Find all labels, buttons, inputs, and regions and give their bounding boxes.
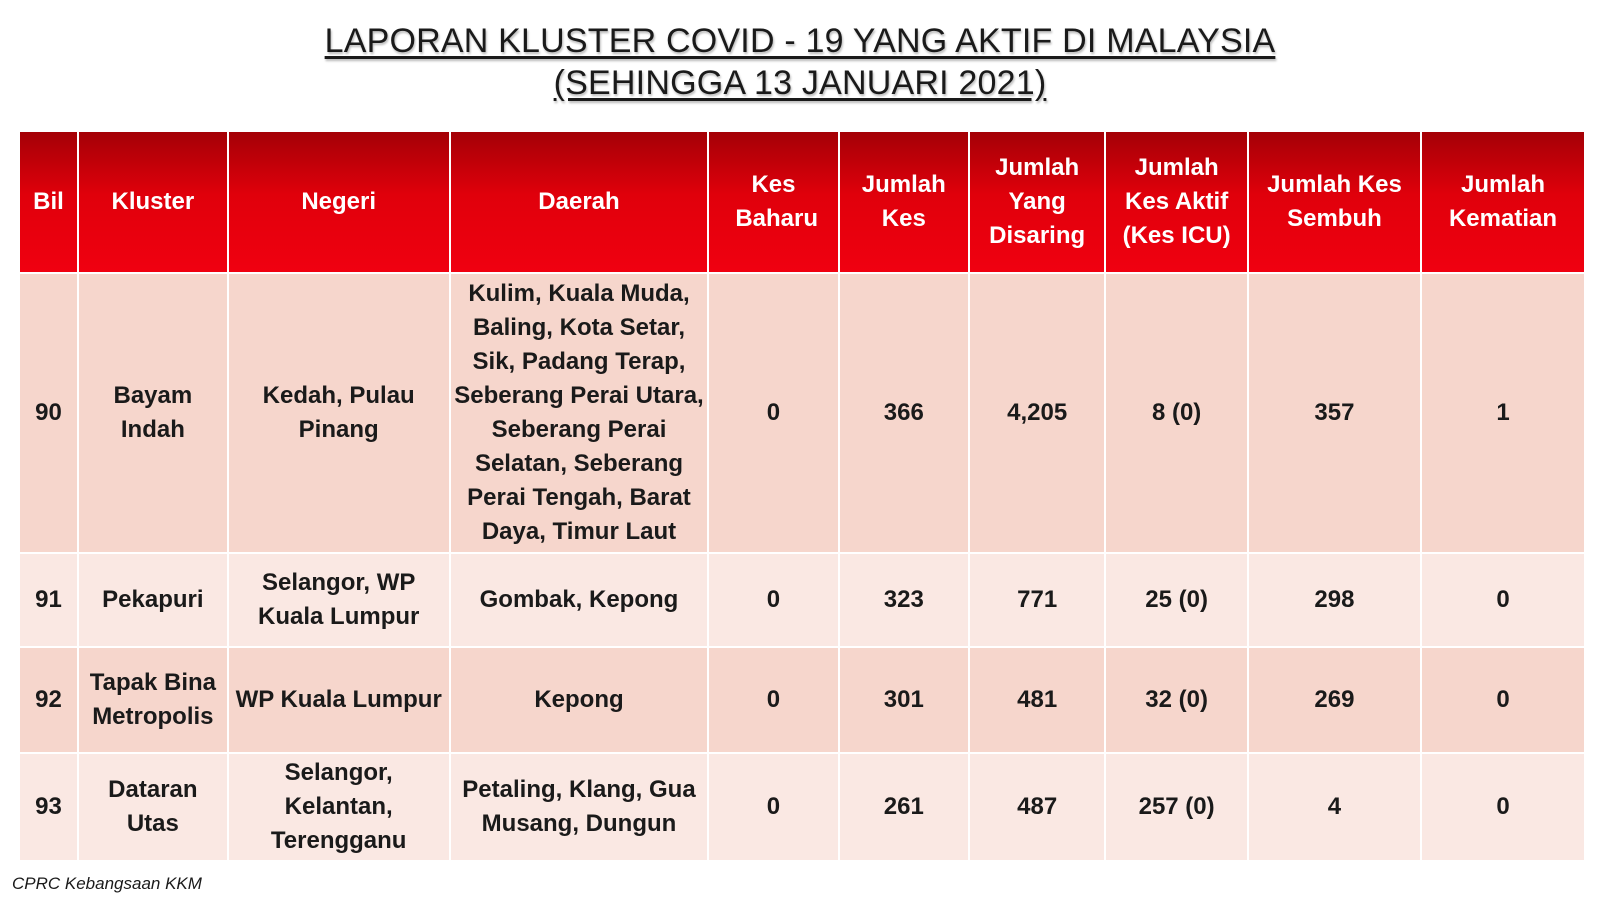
cell-jumlah-disaring: 4,205 [970, 274, 1104, 552]
cell-jumlah-kes-sembuh: 357 [1249, 274, 1420, 552]
cell-jumlah-disaring: 771 [970, 554, 1104, 646]
cell-jumlah-kematian: 0 [1422, 648, 1584, 752]
cell-jumlah-disaring: 481 [970, 648, 1104, 752]
cell-daerah: Gombak, Kepong [451, 554, 708, 646]
cell-negeri: Selangor, Kelantan, Terengganu [229, 754, 449, 860]
cell-jumlah-kematian: 0 [1422, 754, 1584, 860]
cell-jumlah-kes-sembuh: 298 [1249, 554, 1420, 646]
header-negeri: Negeri [229, 132, 449, 272]
cell-jumlah-kematian: 1 [1422, 274, 1584, 552]
table-row [20, 274, 1584, 552]
header-jumlah-disaring: Jumlah Yang Disaring [970, 132, 1104, 272]
header-jumlah-kematian: Jumlah Kematian [1422, 132, 1584, 272]
header-bil: Bil [20, 132, 77, 272]
cell-jumlah-kematian: 0 [1422, 554, 1584, 646]
cell-bil: 90 [20, 274, 77, 552]
cell-bil: 92 [20, 648, 77, 752]
report-title [0, 20, 1600, 104]
cell-jumlah-kes: 301 [840, 648, 968, 752]
cell-jumlah-kes: 366 [840, 274, 968, 552]
cell-kluster: Tapak Bina Metropolis [79, 648, 227, 752]
header-jumlah-kes-sembuh: Jumlah Kes Sembuh [1249, 132, 1420, 272]
table-row [20, 554, 1584, 646]
cell-negeri: Kedah, Pulau Pinang [229, 274, 449, 552]
cell-daerah: Petaling, Klang, Gua Musang, Dungun [451, 754, 708, 860]
cell-bil: 93 [20, 754, 77, 860]
cell-jumlah-kes-aktif: 32 (0) [1106, 648, 1247, 752]
header-daerah: Daerah [451, 132, 708, 272]
cell-kluster: Dataran Utas [79, 754, 227, 860]
cell-jumlah-kes-aktif: 257 (0) [1106, 754, 1247, 860]
cluster-table [18, 130, 1586, 862]
header-jumlah-kes-aktif: Jumlah Kes Aktif (Kes ICU) [1106, 132, 1247, 272]
table-row [20, 648, 1584, 752]
cell-kes-baharu: 0 [709, 554, 837, 646]
cell-daerah: Kulim, Kuala Muda, Baling, Kota Setar, Sik, Padang Terap, Seberang Perai Utara, Seberang Perai Selatan, Seberang Perai Tengah, Barat Daya, Timur Laut [451, 274, 708, 552]
cell-negeri: Selangor, WP Kuala Lumpur [229, 554, 449, 646]
cell-kes-baharu: 0 [709, 274, 837, 552]
header-kluster: Kluster [79, 132, 227, 272]
cell-jumlah-kes-aktif: 8 (0) [1106, 274, 1247, 552]
cell-jumlah-kes: 323 [840, 554, 968, 646]
cell-kluster: Bayam Indah [79, 274, 227, 552]
table-row [20, 754, 1584, 860]
cell-jumlah-kes-sembuh: 4 [1249, 754, 1420, 860]
cell-kluster: Pekapuri [79, 554, 227, 646]
cell-kes-baharu: 0 [709, 648, 837, 752]
cell-jumlah-disaring: 487 [970, 754, 1104, 860]
title-line-1: LAPORAN KLUSTER COVID - 19 YANG AKTIF DI MALAYSIA [324, 22, 1276, 60]
title-line-2: (SEHINGGA 13 JANUARI 2021) [553, 64, 1047, 102]
cell-jumlah-kes: 261 [840, 754, 968, 860]
cell-negeri: WP Kuala Lumpur [229, 648, 449, 752]
cell-bil: 91 [20, 554, 77, 646]
header-jumlah-kes: Jumlah Kes [840, 132, 968, 272]
cell-daerah: Kepong [451, 648, 708, 752]
header-kes-baharu: Kes Baharu [709, 132, 837, 272]
header-row [20, 132, 1584, 272]
cell-jumlah-kes-sembuh: 269 [1249, 648, 1420, 752]
source-footnote: CPRC Kebangsaan KKM [12, 874, 202, 893]
cell-kes-baharu: 0 [709, 754, 837, 860]
cell-jumlah-kes-aktif: 25 (0) [1106, 554, 1247, 646]
